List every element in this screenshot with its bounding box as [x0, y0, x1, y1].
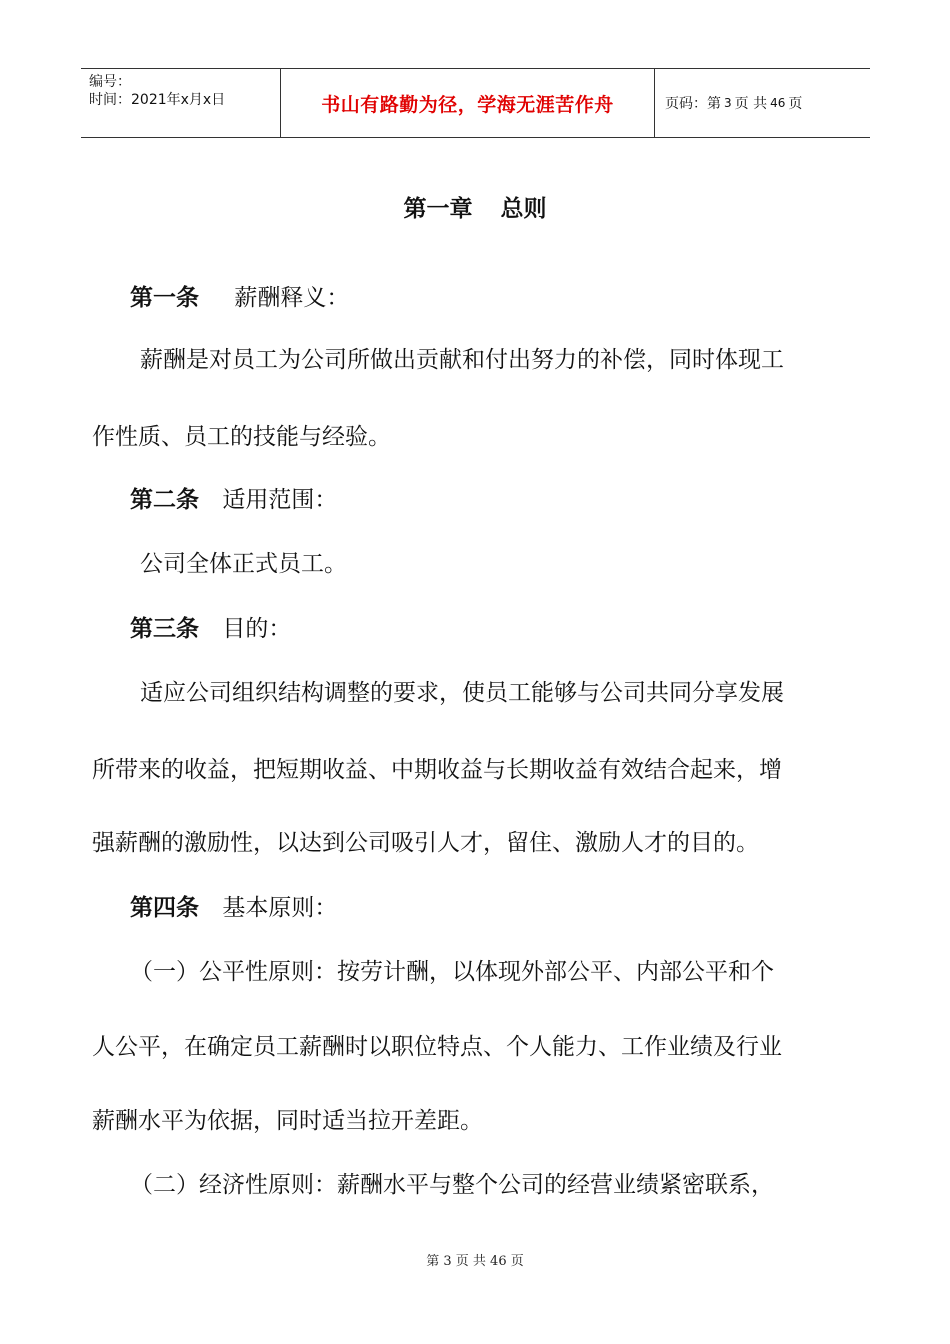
article-number: 第四条 — [130, 895, 199, 921]
article-number: 第三条 — [130, 616, 199, 642]
article-number: 第一条 — [130, 285, 199, 311]
chapter-name: 总则 — [500, 196, 547, 222]
paragraph-line: 作性质、员工的技能与经验。 — [92, 424, 391, 450]
paragraph-line: 适应公司组织结构调整的要求，使员工能够与公司共同分享发展 — [140, 680, 784, 706]
page-current: 3 — [724, 96, 732, 110]
article-title: 基本原则： — [222, 895, 338, 921]
header-page-info — [655, 69, 870, 137]
page-mid: 页 共 — [734, 96, 768, 112]
article-title: 目的： — [222, 616, 292, 642]
paragraph-line: （二）经济性原则：薪酬水平与整个公司的经营业绩紧密联系， — [130, 1172, 774, 1198]
page-header — [81, 68, 870, 138]
paragraph-line: 薪酬是对员工为公司所做出贡献和付出努力的补偿，同时体现工 — [140, 347, 784, 373]
chapter-title — [0, 190, 950, 223]
article-2-heading — [130, 485, 337, 515]
number-label: 编号： — [89, 74, 131, 90]
article-3-heading — [130, 614, 291, 644]
page-prefix: 页码：第 — [665, 96, 721, 112]
chapter-number: 第一章 — [403, 196, 473, 222]
article-4-heading — [130, 893, 337, 923]
paragraph-line: 公司全体正式员工。 — [140, 551, 347, 577]
paragraph-line: 薪酬水平为依据，同时适当拉开差距。 — [92, 1108, 483, 1134]
article-title: 薪酬释义： — [234, 285, 350, 311]
page-total: 46 — [770, 96, 786, 110]
article-1-heading — [130, 283, 349, 313]
paragraph-line: （一）公平性原则：按劳计酬，以体现外部公平、内部公平和个 — [130, 959, 774, 985]
page-footer: 第 3 页 共 46 页 — [426, 1254, 524, 1269]
date-label: 时间：2021年x月x日 — [89, 92, 226, 108]
article-title: 适用范围： — [222, 487, 338, 513]
paragraph-line: 所带来的收益，把短期收益、中期收益与长期收益有效结合起来，增 — [92, 757, 782, 783]
article-number: 第二条 — [130, 487, 199, 513]
page-suffix: 页 — [788, 96, 803, 112]
header-motto: 书山有路勤为径，学海无涯苦作舟 — [281, 69, 655, 137]
header-meta — [81, 69, 281, 137]
paragraph-line: 强薪酬的激励性，以达到公司吸引人才，留住、激励人才的目的。 — [92, 830, 759, 856]
paragraph-line: 人公平，在确定员工薪酬时以职位特点、个人能力、工作业绩及行业 — [92, 1034, 782, 1060]
